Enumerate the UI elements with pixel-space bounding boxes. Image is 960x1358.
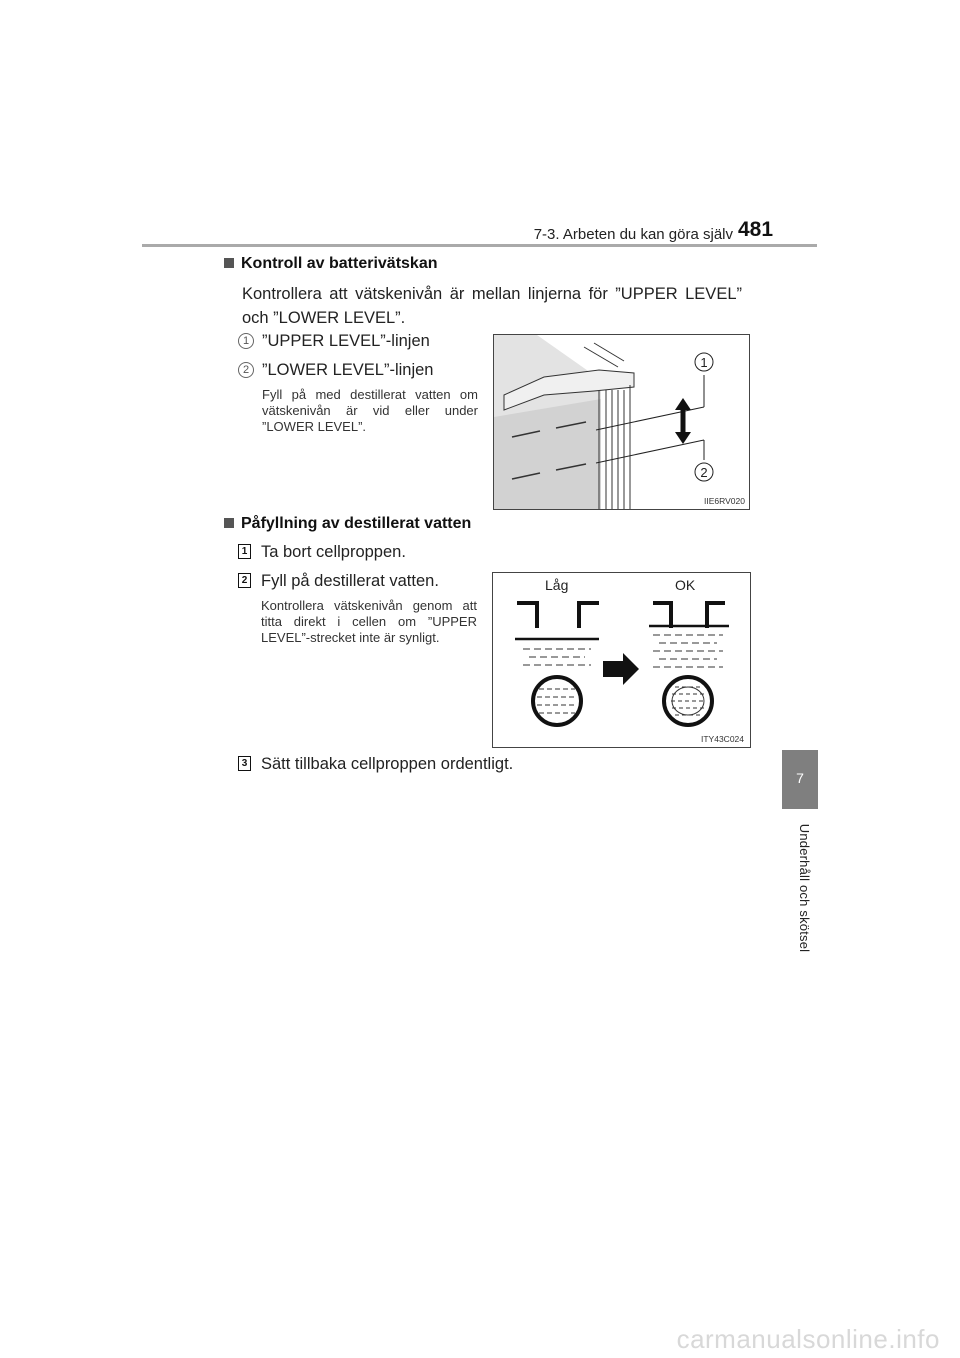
callout-1: 1 bbox=[700, 355, 708, 370]
step-text: Fyll på destillerat vatten. bbox=[261, 572, 439, 590]
label-low: Låg bbox=[545, 577, 569, 593]
square-bullet-icon bbox=[224, 258, 234, 268]
cell-illustration bbox=[493, 573, 750, 747]
watermark-text: carmanualsonline.info bbox=[676, 1324, 940, 1354]
section1-intro: Kontrollera att vätskenivån är mellan linjerna för ”UPPER LEVEL” och ”LOWER LEVEL”. bbox=[242, 285, 742, 327]
chapter-number: 7 bbox=[796, 770, 804, 786]
item-text: ”LOWER LEVEL”-linjen bbox=[262, 361, 434, 379]
item-number-badge: 1 bbox=[238, 333, 254, 349]
figure-code: IIE6RV020 bbox=[704, 496, 745, 506]
header-rule bbox=[142, 244, 817, 247]
section-title: 7-3. Arbeten du kan göra själv bbox=[533, 226, 733, 243]
page-number: 481 bbox=[738, 218, 774, 241]
chapter-tab bbox=[782, 750, 818, 809]
square-bullet-icon bbox=[224, 518, 234, 528]
step-number-badge: 1 bbox=[238, 544, 251, 559]
section2-heading: Påfyllning av destillerat vatten bbox=[224, 515, 471, 533]
section1-heading: Kontroll av batterivätskan bbox=[224, 255, 438, 273]
watermark bbox=[0, 1322, 960, 1358]
section1-note: Fyll på med destillerat vatten om vätskenivån är vid eller under ”LOWER LEVEL”. bbox=[262, 387, 478, 434]
battery-illustration bbox=[494, 335, 749, 509]
label-ok: OK bbox=[675, 577, 696, 593]
chapter-title: Underhåll och skötsel bbox=[797, 823, 812, 953]
item-number-badge: 2 bbox=[238, 362, 254, 378]
figure-code: ITY43C024 bbox=[701, 734, 744, 744]
step-text: Ta bort cellproppen. bbox=[261, 543, 406, 561]
step-number-badge: 2 bbox=[238, 573, 251, 588]
section2-note: Kontrollera vätskenivån genom att titta direkt i cellen om ”UPPER LEVEL”-strecket inte är synligt. bbox=[261, 598, 477, 645]
fill-level-figure bbox=[492, 572, 751, 748]
step-text: Sätt tillbaka cellproppen ordentligt. bbox=[261, 755, 514, 773]
item-text: ”UPPER LEVEL”-linjen bbox=[262, 332, 430, 350]
callout-2: 2 bbox=[700, 465, 708, 480]
battery-level-figure bbox=[493, 334, 750, 510]
step-number-badge: 3 bbox=[238, 756, 251, 771]
